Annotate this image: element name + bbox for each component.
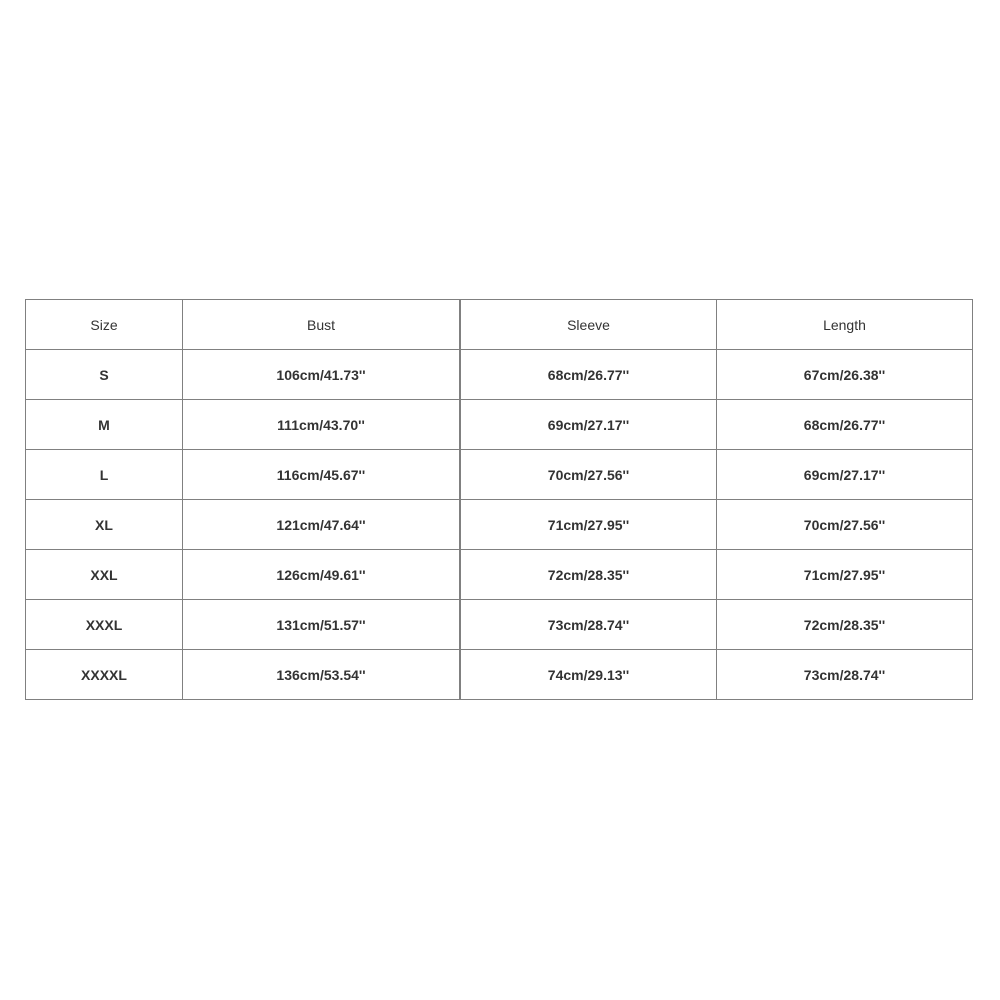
length-cell: 71cm/27.95''	[717, 550, 973, 600]
bust-cell: 116cm/45.67''	[183, 450, 461, 500]
sleeve-cell: 68cm/26.77''	[460, 350, 717, 400]
table-row	[26, 400, 973, 450]
header-bust: Bust	[183, 300, 461, 350]
table-row	[26, 450, 973, 500]
table-header-row	[26, 300, 973, 350]
length-cell: 70cm/27.56''	[717, 500, 973, 550]
size-cell: M	[26, 400, 183, 450]
table-row	[26, 550, 973, 600]
bust-cell: 126cm/49.61''	[183, 550, 461, 600]
length-cell: 72cm/28.35''	[717, 600, 973, 650]
bust-cell: 106cm/41.73''	[183, 350, 461, 400]
length-cell: 67cm/26.38''	[717, 350, 973, 400]
table-row	[26, 600, 973, 650]
header-size: Size	[26, 300, 183, 350]
sleeve-cell: 72cm/28.35''	[460, 550, 717, 600]
header-length: Length	[717, 300, 973, 350]
length-cell: 73cm/28.74''	[717, 650, 973, 700]
length-cell: 68cm/26.77''	[717, 400, 973, 450]
table-row	[26, 350, 973, 400]
bust-cell: 121cm/47.64''	[183, 500, 461, 550]
size-cell: XXXXL	[26, 650, 183, 700]
size-cell: XL	[26, 500, 183, 550]
table-row	[26, 650, 973, 700]
size-chart-table	[25, 299, 973, 700]
sleeve-cell: 71cm/27.95''	[460, 500, 717, 550]
size-cell: XXL	[26, 550, 183, 600]
sleeve-cell: 69cm/27.17''	[460, 400, 717, 450]
header-sleeve: Sleeve	[460, 300, 717, 350]
size-cell: XXXL	[26, 600, 183, 650]
bust-cell: 131cm/51.57''	[183, 600, 461, 650]
sleeve-cell: 70cm/27.56''	[460, 450, 717, 500]
bust-cell: 111cm/43.70''	[183, 400, 461, 450]
size-cell: S	[26, 350, 183, 400]
sleeve-cell: 73cm/28.74''	[460, 600, 717, 650]
size-cell: L	[26, 450, 183, 500]
table-row	[26, 500, 973, 550]
bust-cell: 136cm/53.54''	[183, 650, 461, 700]
sleeve-cell: 74cm/29.13''	[460, 650, 717, 700]
length-cell: 69cm/27.17''	[717, 450, 973, 500]
